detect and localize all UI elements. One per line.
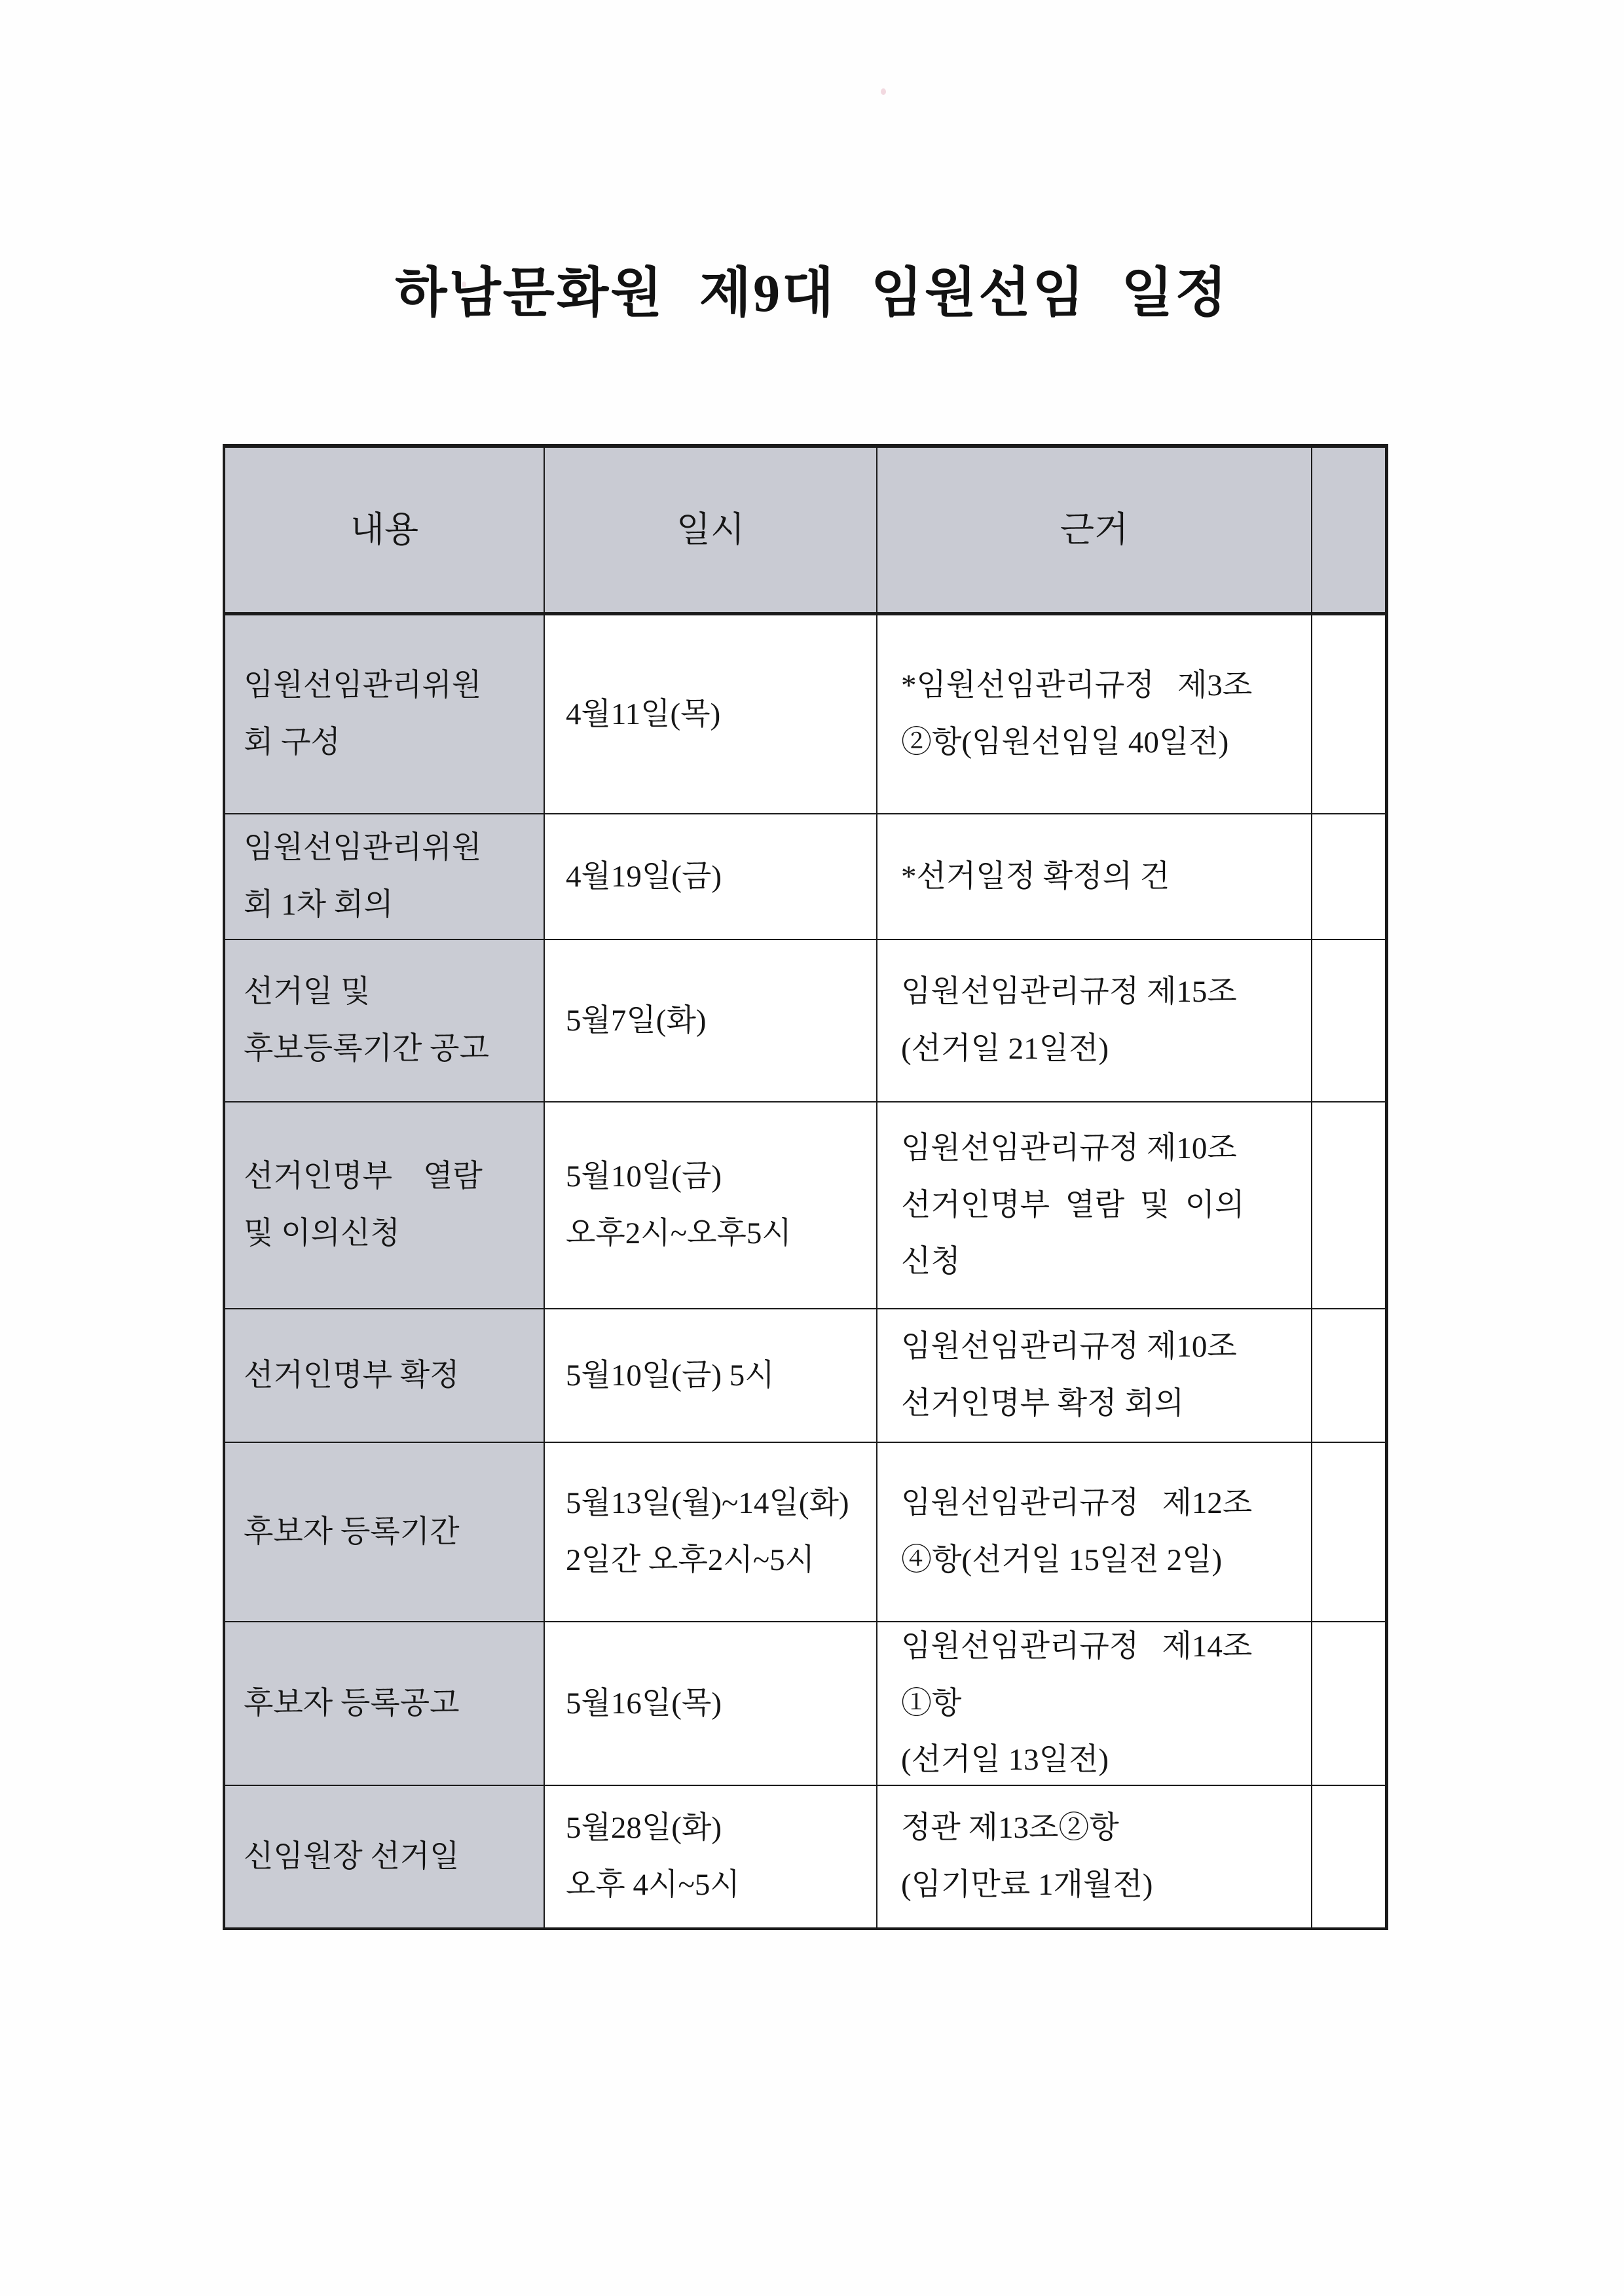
cell-line: 정관 제13조②항	[901, 1811, 1119, 1846]
table-row	[225, 615, 1385, 813]
table-header-cell-basis	[876, 448, 1311, 615]
cell-line: 오후 4시~5시	[566, 1868, 740, 1902]
cell-line: 선거일 및	[244, 975, 371, 1010]
cell-line: 후보자 등록공고	[244, 1686, 460, 1721]
cell-line: 선거인명부 확정	[244, 1358, 460, 1393]
cell-line: 5월10일(금)	[566, 1159, 722, 1194]
cell-line: (임기만료 1개월전)	[901, 1868, 1153, 1902]
cell-line: 선거인명부 열람	[244, 1159, 483, 1194]
cell-basis	[876, 1101, 1311, 1308]
cell-note	[1311, 1101, 1385, 1308]
cell-content	[225, 1621, 544, 1785]
cell-line: 회 1차 회의	[244, 888, 394, 922]
table-header-row	[225, 448, 1385, 615]
cell-line: 5월28일(화)	[566, 1811, 722, 1846]
cell-note	[1311, 615, 1385, 813]
cell-note	[1311, 1308, 1385, 1442]
cell-datetime	[544, 813, 876, 939]
cell-line: 임원선임관리규정 제14조	[901, 1629, 1253, 1664]
cell-basis	[876, 1785, 1311, 1927]
table-header-cell-extra	[1311, 448, 1385, 615]
table-header-cell-datetime	[544, 448, 876, 615]
cell-datetime	[544, 1785, 876, 1927]
cell-note	[1311, 1785, 1385, 1927]
table-row	[225, 1785, 1385, 1927]
cell-content	[225, 939, 544, 1101]
cell-basis	[876, 1621, 1311, 1785]
cell-datetime	[544, 1101, 876, 1308]
cell-content	[225, 1101, 544, 1308]
cell-basis	[876, 939, 1311, 1101]
cell-line: 선거인명부 확정 회의	[901, 1387, 1185, 1421]
cell-basis	[876, 615, 1311, 813]
cell-line: 임원선임관리위원	[244, 831, 482, 866]
cell-datetime	[544, 1621, 876, 1785]
cell-line: 임원선임관리규정 제15조	[901, 975, 1237, 1010]
schedule-table	[223, 444, 1388, 1930]
cell-datetime	[544, 1308, 876, 1442]
cell-line: 4월11일(목)	[566, 697, 721, 731]
cell-line: ②항(임원선임일 40일전)	[901, 725, 1229, 759]
cell-line: *임원선임관리규정 제3조	[901, 668, 1253, 703]
header-label: 근거	[1060, 509, 1129, 549]
cell-line: 5월7일(화)	[566, 1003, 707, 1038]
cell-datetime	[544, 615, 876, 813]
table-row	[225, 1442, 1385, 1621]
table-row	[225, 813, 1385, 939]
cell-note	[1311, 813, 1385, 939]
cell-line: 임원선임관리위원	[244, 668, 482, 703]
cell-line: 신청	[901, 1245, 961, 1279]
table-row	[225, 1308, 1385, 1442]
cell-basis	[876, 1308, 1311, 1442]
cell-line: ④항(선거일 15일전 2일)	[901, 1543, 1223, 1577]
table-header-cell-content	[225, 448, 544, 615]
cell-line: 4월19일(금)	[566, 859, 722, 894]
cell-content	[225, 813, 544, 939]
cell-line: 오후2시~오후5시	[566, 1216, 792, 1250]
cell-content	[225, 1442, 544, 1621]
cell-note	[1311, 939, 1385, 1101]
cell-line: 5월16일(목)	[566, 1686, 722, 1721]
cell-line: 선거인명부 열람 및 이의	[901, 1188, 1245, 1222]
cell-line: *선거일정 확정의 건	[901, 859, 1170, 894]
cell-datetime	[544, 1442, 876, 1621]
table-row	[225, 1101, 1385, 1308]
cell-line: (선거일 21일전)	[901, 1032, 1109, 1066]
cell-content	[225, 615, 544, 813]
cell-line: 임원선임관리규정 제10조	[901, 1330, 1237, 1364]
cell-basis	[876, 813, 1311, 939]
cell-line: 5월10일(금) 5시	[566, 1358, 775, 1393]
cell-line: 임원선임관리규정 제12조	[901, 1486, 1253, 1521]
cell-line: 2일간 오후2시~5시	[566, 1543, 815, 1577]
cell-line: 및 이의신청	[244, 1216, 400, 1250]
cell-line: ①항	[901, 1686, 962, 1721]
header-label: 일시	[676, 509, 745, 549]
cell-note	[1311, 1621, 1385, 1785]
table-body	[225, 615, 1385, 1927]
page-title: 하남문화원 제9대 임원선임 일정	[395, 263, 1229, 323]
cell-line: (선거일 13일전)	[901, 1743, 1109, 1777]
cell-line: 후보자 등록기간	[244, 1514, 460, 1549]
cell-line: 후보등록기간 공고	[244, 1032, 489, 1066]
cell-line: 임원선임관리규정 제10조	[901, 1131, 1237, 1165]
cell-content	[225, 1308, 544, 1442]
table-row	[225, 1621, 1385, 1785]
header-label: 내용	[350, 509, 419, 549]
cell-line: 신임원장 선거일	[244, 1839, 460, 1874]
cell-line: 5월13일(월)~14일(화)	[566, 1486, 849, 1521]
scan-speck	[881, 88, 886, 95]
table-row	[225, 939, 1385, 1101]
cell-line: 회 구성	[244, 725, 341, 759]
cell-datetime	[544, 939, 876, 1101]
cell-content	[225, 1785, 544, 1927]
cell-note	[1311, 1442, 1385, 1621]
cell-basis	[876, 1442, 1311, 1621]
